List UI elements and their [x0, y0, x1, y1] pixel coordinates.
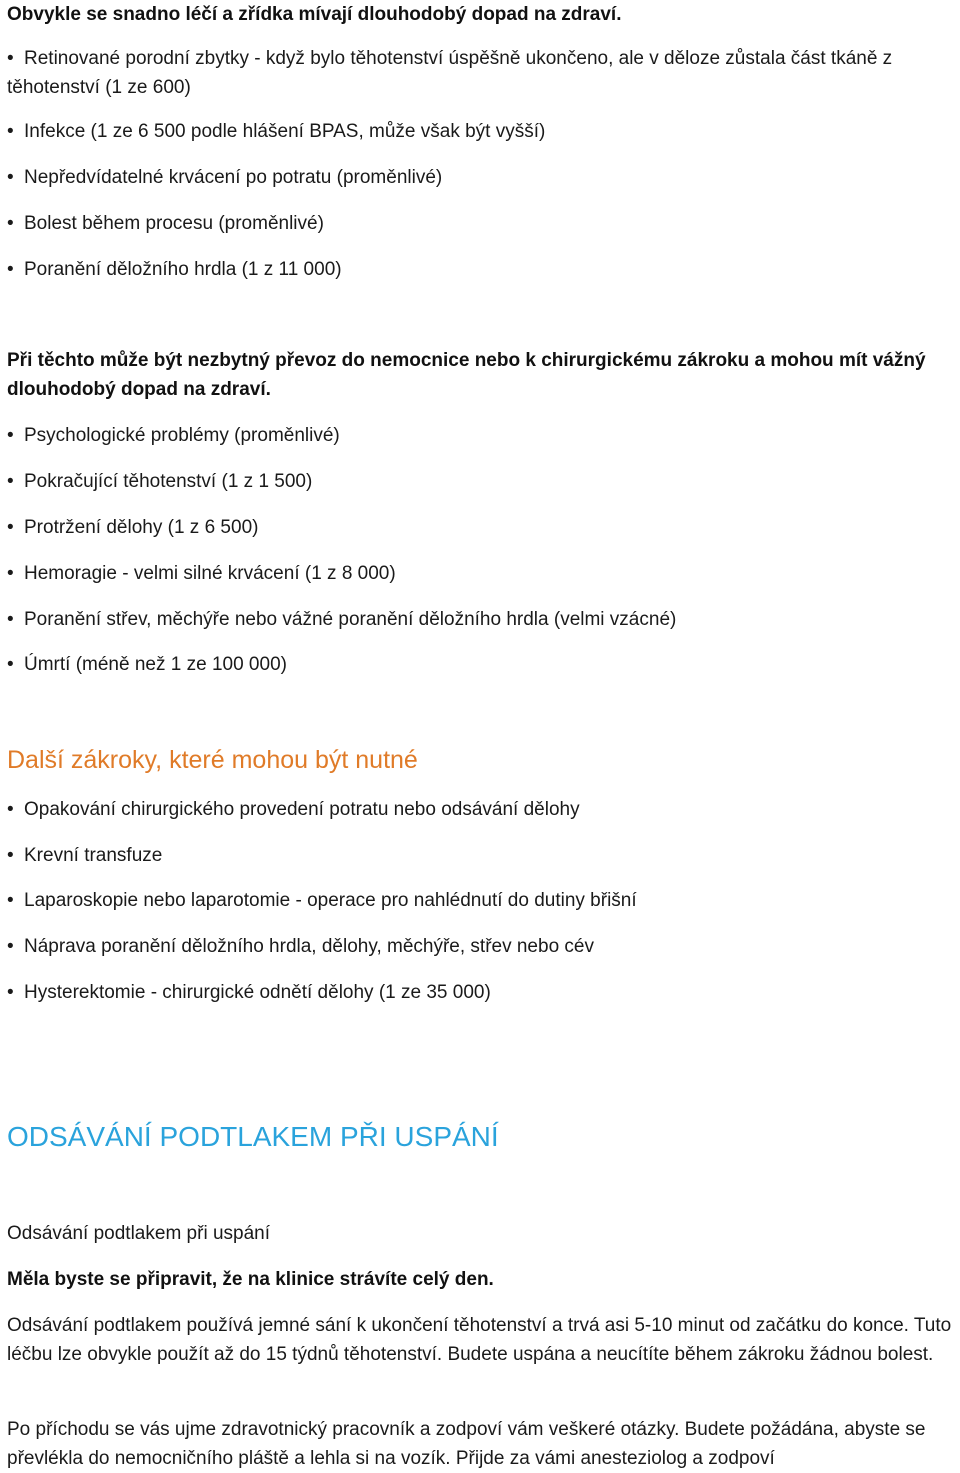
list-item-text: Poranění děložního hrdla (1 z 11 000): [24, 259, 342, 280]
list-item: [7, 932, 594, 961]
serious-bold-text: Při těchto může být nezbytný převoz do nemocnice nebo k chirurgickému zákroku a mohou mít vážný dlouhodobý dopad na zdraví.: [7, 350, 926, 400]
list-item: [7, 650, 287, 679]
list-item-text: Bolest během procesu (proměnlivé): [24, 213, 324, 234]
procedures-heading: Další zákroky, které mohou být nutné: [7, 746, 418, 774]
list-item: [7, 44, 955, 102]
section-heading: ODSÁVÁNÍ PODTLAKEM PŘI USPÁNÍ: [7, 1121, 499, 1152]
list-item: [7, 209, 324, 238]
list-item-text: Psychologické problémy (proměnlivé): [24, 425, 340, 446]
list-item-text: Retinované porodní zbytky - když bylo těhotenství úspěšně ukončeno, ale v děloze zůstala část tkáně z těhotenství (1 ze 600): [7, 48, 893, 98]
list-item: [7, 117, 545, 146]
list-item: [7, 841, 162, 870]
list-item-text: Úmrtí (méně než 1 ze 100 000): [24, 654, 287, 675]
list-item-text: Protržení dělohy (1 z 6 500): [24, 517, 259, 538]
list-item-text: Pokračující těhotenství (1 z 1 500): [24, 471, 313, 492]
intro-bold-text: Obvykle se snadno léčí a zřídka mívají dlouhodobý dopad na zdraví.: [7, 4, 622, 25]
list-item-text: Krevní transfuze: [24, 845, 163, 866]
list-item: [7, 559, 396, 588]
list-item: [7, 163, 442, 192]
list-item-text: Náprava poranění děložního hrdla, dělohy, měchýře, střev nebo cév: [24, 936, 594, 957]
list-item: [7, 421, 340, 450]
paragraph: Odsávání podtlakem používá jemné sání k ukončení těhotenství a trvá asi 5-10 minut od začátku do konce. Tuto léčbu lze obvykle použít až do 15 týdnů těhotenství. Budete uspána a neucítíte během zákroku žádnou bolest.: [7, 1315, 952, 1365]
list-item-text: Hysterektomie - chirurgické odnětí dělohy (1 ze 35 000): [24, 982, 491, 1003]
list-item: [7, 255, 342, 284]
paragraph: Po příchodu se vás ujme zdravotnický pracovník a zodpoví vám veškeré otázky. Budete požádána, abyste se převlékla do nemocničního pláště a lehla si na vozík. Přijde za vámi anesteziolog a zodpoví: [7, 1419, 926, 1469]
list-item: [7, 886, 637, 915]
list-item-text: Poranění střev, měchýře nebo vážné poranění děložního hrdla (velmi vzácné): [24, 609, 677, 630]
list-item: [7, 978, 491, 1007]
list-item: [7, 605, 676, 634]
section-bold-text: Měla byste se připravit, že na klinice strávíte celý den.: [7, 1269, 494, 1290]
list-item-text: Infekce (1 ze 6 500 podle hlášení BPAS, může však být vyšší): [24, 121, 546, 142]
list-item: [7, 467, 312, 496]
list-item: [7, 795, 580, 824]
list-item: [7, 513, 258, 542]
section-subtitle: Odsávání podtlakem při uspání: [7, 1223, 270, 1244]
list-item-text: Nepředvídatelné krvácení po potratu (proměnlivé): [24, 167, 443, 188]
list-item-text: Laparoskopie nebo laparotomie - operace pro nahlédnutí do dutiny břišní: [24, 890, 637, 911]
list-item-text: Hemoragie - velmi silné krvácení (1 z 8 000): [24, 563, 396, 584]
list-item-text: Opakování chirurgického provedení potratu nebo odsávání dělohy: [24, 799, 580, 820]
